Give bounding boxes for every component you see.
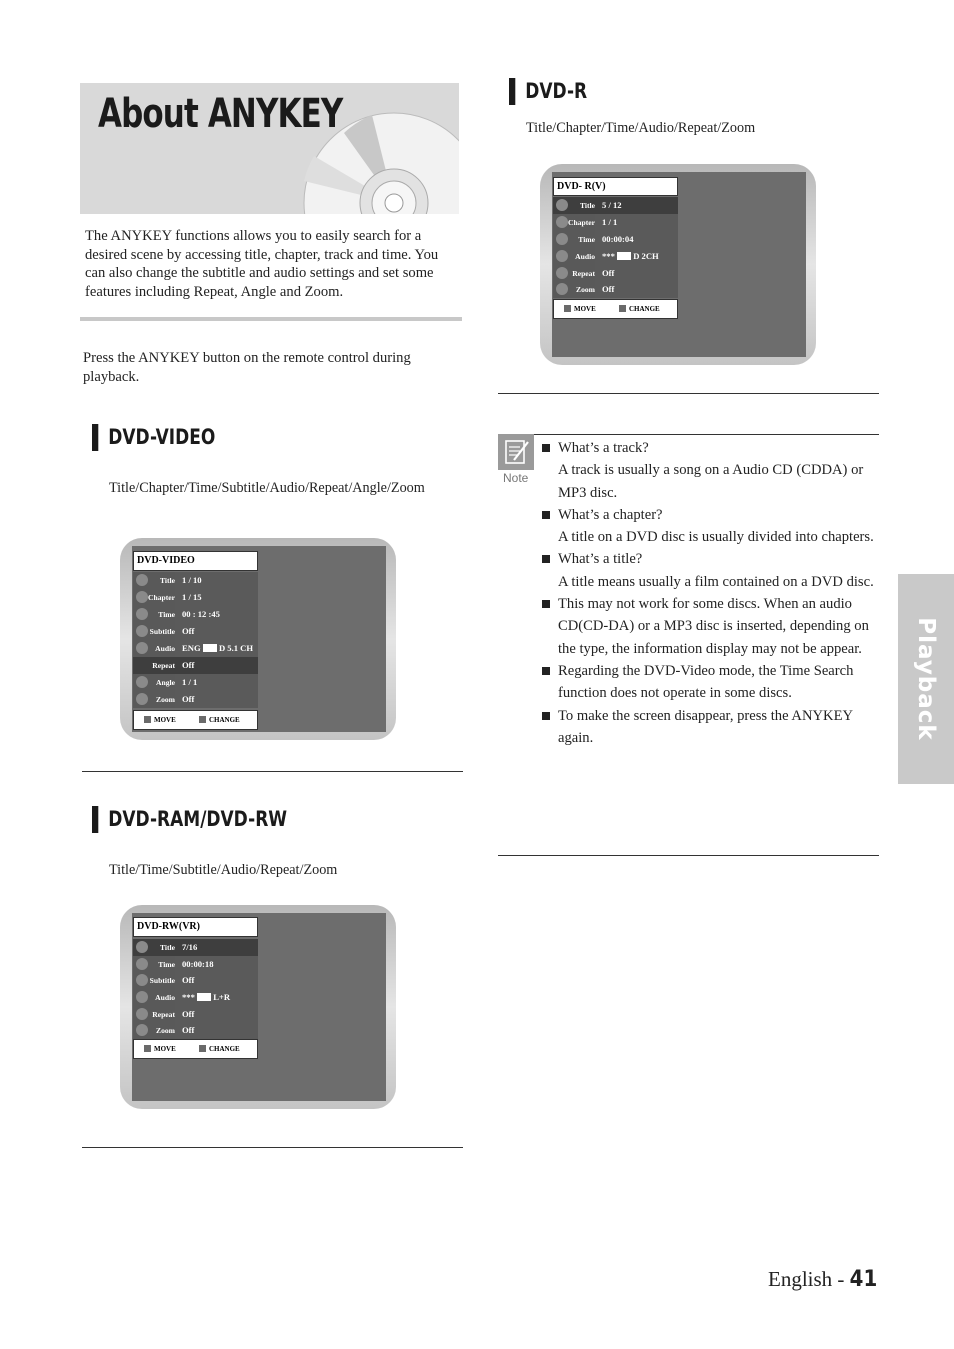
divider	[498, 393, 879, 394]
divider	[82, 1147, 463, 1148]
osd-row-title[interactable]: Title 7/16	[133, 939, 258, 956]
osd-row-zoom[interactable]: Zoom Off	[133, 691, 258, 708]
updown-icon	[144, 1045, 151, 1052]
dolby-icon	[617, 252, 631, 260]
divider	[80, 317, 462, 321]
leftright-icon	[619, 305, 626, 312]
list-item-body: A title on a DVD disc is usually divided into chapters.	[558, 529, 874, 546]
section-subtitle-dvd-video: Title/Chapter/Time/Subtitle/Audio/Repeat/Angle/Zoom	[109, 480, 425, 496]
osd-row-repeat[interactable]: Repeat Off	[133, 1006, 258, 1023]
osd-row-title[interactable]: Title 1 / 10	[133, 572, 258, 589]
list-item: What’s a title?	[541, 548, 877, 570]
osd-footer	[553, 299, 678, 319]
osd-menu	[553, 197, 678, 298]
osd-row-title[interactable]: Title 5 / 12	[553, 197, 678, 214]
change-hint: CHANGE	[199, 1045, 240, 1053]
osd-row-time[interactable]: Time 00:00:18	[133, 956, 258, 973]
divider	[82, 771, 463, 772]
osd-row-time[interactable]: Time 00:00:04	[553, 231, 678, 248]
osd-title: DVD- R(V)	[553, 177, 678, 196]
divider	[498, 855, 879, 856]
osd-screen-dvd-video	[120, 538, 396, 740]
osd-title: DVD-VIDEO	[133, 551, 258, 571]
osd-row-chapter[interactable]: Chapter 1 / 1	[553, 214, 678, 231]
updown-icon	[564, 305, 571, 312]
leftright-icon	[199, 1045, 206, 1052]
list-item: To make the screen disappear, press the ANYKEY again.	[541, 705, 877, 750]
dolby-icon	[203, 644, 217, 652]
change-hint: CHANGE	[199, 716, 240, 724]
note-list	[541, 437, 877, 749]
list-item: This may not work for some discs. When an audio CD(CD-DA) or a MP3 disc is inserted, depending on the type, the information display may not be appear.	[541, 593, 877, 660]
osd-title: DVD-RW(VR)	[133, 917, 258, 937]
osd-screen-dvd-r	[540, 164, 816, 365]
note-label: Note	[503, 471, 529, 485]
page-footer: English - 41	[768, 1267, 878, 1292]
list-item: What’s a chapter?	[541, 504, 877, 526]
osd-menu	[133, 572, 258, 708]
note-icon	[498, 434, 534, 470]
osd-screen-dvd-ram	[120, 905, 396, 1109]
osd-footer	[133, 1039, 258, 1059]
updown-icon	[144, 716, 151, 723]
list-item: Regarding the DVD-Video mode, the Time Search function does not operate in some discs.	[541, 660, 877, 705]
section-subtitle-dvd-r: Title/Chapter/Time/Audio/Repeat/Zoom	[526, 120, 756, 136]
osd-row-audio[interactable]: Audio *** L+R	[133, 989, 258, 1006]
disc-icon	[302, 111, 459, 214]
list-item: What’s a track?	[541, 437, 877, 459]
dolby-icon	[197, 993, 211, 1001]
osd-footer	[133, 710, 258, 730]
osd-row-chapter[interactable]: Chapter 1 / 15	[133, 589, 258, 606]
change-hint: CHANGE	[619, 305, 660, 313]
osd-menu	[133, 939, 258, 1039]
osd-row-angle[interactable]: Angle 1 / 1	[133, 674, 258, 691]
section-heading-dvd-r: DVD-R	[509, 78, 587, 105]
osd-row-zoom[interactable]: Zoom Off	[133, 1022, 258, 1039]
section-heading-dvd-ram: DVD-RAM/DVD-RW	[92, 806, 287, 833]
move-hint: MOVE	[564, 305, 596, 313]
side-tab-label: Playback	[913, 617, 939, 741]
osd-row-time[interactable]: Time 00 : 12 :45	[133, 606, 258, 623]
move-hint: MOVE	[144, 716, 176, 724]
osd-row-zoom[interactable]: Zoom Off	[553, 281, 678, 298]
osd-row-audio[interactable]: Audio *** D 2CH	[553, 248, 678, 265]
list-item-body: A track is usually a song on a Audio CD (CDDA) or MP3 disc.	[558, 462, 864, 501]
osd-row-repeat[interactable]: Repeat Off	[133, 657, 258, 674]
divider	[498, 434, 879, 435]
move-hint: MOVE	[144, 1045, 176, 1053]
press-instruction: Press the ANYKEY button on the remote control during playback.	[83, 350, 411, 385]
section-subtitle-dvd-ram: Title/Time/Subtitle/Audio/Repeat/Zoom	[109, 862, 338, 878]
page-title: About ANYKEY	[98, 91, 343, 137]
page-number: 41	[849, 1267, 878, 1292]
osd-row-subtitle[interactable]: Subtitle Off	[133, 972, 258, 989]
intro-text: The ANYKEY functions allows you to easily search for a desired scene by accessing title, chapter, track and time. You can also change the subtitle and audio settings and set some features including Repeat, Angle and Zoom.	[85, 228, 439, 300]
osd-row-repeat[interactable]: Repeat Off	[553, 265, 678, 282]
osd-row-audio[interactable]: Audio ENG D 5.1 CH	[133, 640, 258, 657]
list-item-body: A title means usually a film contained on a DVD disc.	[558, 573, 874, 590]
header-banner	[80, 83, 459, 214]
section-heading-dvd-video: DVD-VIDEO	[92, 424, 215, 451]
leftright-icon	[199, 716, 206, 723]
osd-row-subtitle[interactable]: Subtitle Off	[133, 623, 258, 640]
